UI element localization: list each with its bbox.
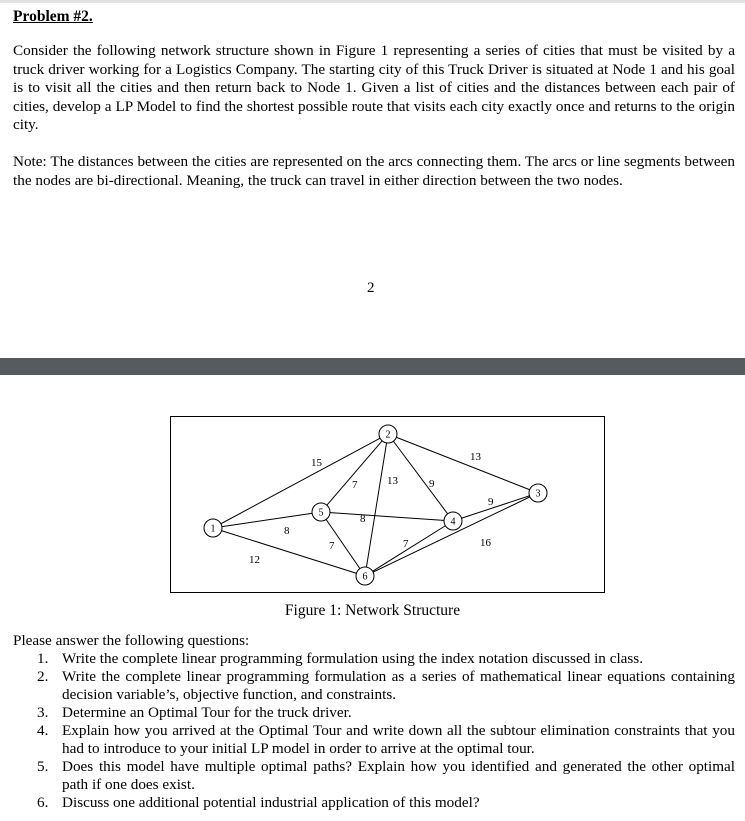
question-text: Determine an Optimal Tour for the truck driver. <box>62 704 352 721</box>
node-2-label: 2 <box>385 429 391 441</box>
question-text: Discuss one additional potential industrial application of this model? <box>62 794 480 811</box>
node-4 <box>444 512 462 530</box>
node-2 <box>379 425 397 443</box>
question-number: 1. <box>37 650 49 667</box>
intro-paragraph: Consider the following network structure shown in Figure 1 representing a series of cities that must be visited by a truck driver working for a Logistics Company. The starting city of this Truck Driver is situated at Node 1 and his goal is to visit all the cities and then return back to Node 1. Given a list of cities and the distances between each pair of cities, develop a LP Model to find the shortest possible route that visits each city exactly once and returns to the origin city. <box>13 42 735 133</box>
edge-label-2-3: 13 <box>470 451 481 463</box>
problem-title: Problem #2. <box>13 8 93 25</box>
edge-label-5-2: 7 <box>352 479 358 491</box>
page-separator <box>0 358 745 375</box>
node-5 <box>312 503 330 521</box>
question-item <box>13 722 735 758</box>
questions-list <box>13 650 735 812</box>
question-number: 2. <box>37 668 49 685</box>
edge-labels <box>249 451 494 566</box>
network-figure <box>170 416 606 596</box>
node-6 <box>356 567 374 585</box>
question-text: Does this model have multiple optimal paths? Explain how you identified and generated the other optimal path if one does exist. <box>62 758 735 793</box>
question-number: 3. <box>37 704 49 721</box>
question-text: Write the complete linear programming formulation using the index notation discussed in class. <box>62 650 644 667</box>
node-3-label: 3 <box>535 488 541 500</box>
figure-caption: Figure 1: Network Structure <box>284 602 461 619</box>
node-6-label: 6 <box>362 571 368 583</box>
edge-2-6 <box>365 434 388 576</box>
edge-label-2-4: 9 <box>429 478 435 490</box>
edge-label-5-6: 7 <box>329 540 335 552</box>
question-item <box>13 758 735 794</box>
question-item <box>13 668 735 704</box>
edge-5-2 <box>321 434 388 512</box>
note-paragraph: Note: The distances between the cities are represented on the arcs connecting them. The arcs or line segments between the nodes are bi-directional. Meaning, the truck can travel in either direction between the two nodes. <box>13 153 735 189</box>
node-1-label: 1 <box>210 523 216 535</box>
edge-1-5 <box>213 512 321 528</box>
edge-5-4 <box>321 512 453 521</box>
edge-label-4-3: 9 <box>488 496 494 508</box>
question-number: 4. <box>37 722 49 739</box>
node-3 <box>529 484 547 502</box>
edge-label-6-3: 16 <box>480 537 491 549</box>
edge-label-1-2: 15 <box>311 457 322 469</box>
node-1 <box>204 519 222 537</box>
question-item <box>13 650 735 668</box>
edge-5-6 <box>321 512 365 576</box>
edge-label-1-5: 8 <box>284 525 290 537</box>
edge-label-5-4: 8 <box>360 513 366 525</box>
edge-label-2-6: 13 <box>387 475 398 487</box>
edge-label-4-6: 7 <box>403 538 409 550</box>
questions-lead: Please answer the following questions: <box>13 632 250 649</box>
edge-4-6 <box>365 521 453 576</box>
question-text: Explain how you arrived at the Optimal Tour and write down all the subtour elimination constraints that you had to introduce to your initial LP model in order to arrive at the optimal tour. <box>62 722 735 757</box>
question-item <box>13 794 735 812</box>
page-number: 2 <box>367 280 375 296</box>
question-number: 5. <box>37 758 49 775</box>
node-4-label: 4 <box>450 516 456 528</box>
edge-4-3 <box>453 493 538 521</box>
edge-6-3 <box>365 493 538 576</box>
top-rule <box>0 0 745 3</box>
node-5-label: 5 <box>318 507 324 519</box>
question-item <box>13 704 735 722</box>
edge-label-1-6: 12 <box>249 554 260 566</box>
question-number: 6. <box>37 794 49 811</box>
question-text: Write the complete linear programming formulation as a series of mathematical linear equations containing decision variable’s, objective function, and constraints. <box>62 668 735 703</box>
